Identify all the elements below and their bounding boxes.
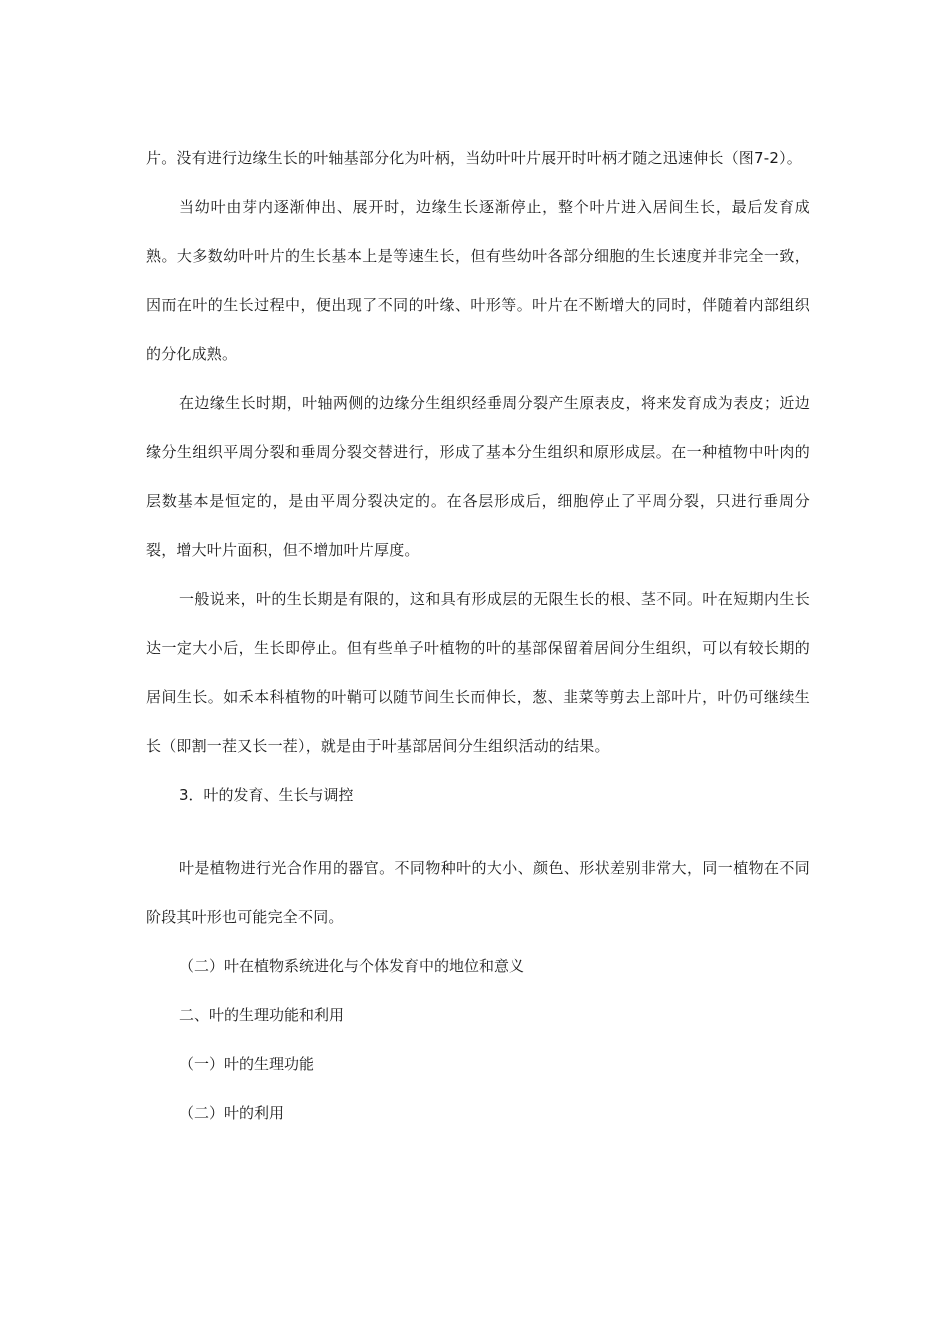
outline-item-physiology-section: 二、叶的生理功能和利用 (179, 1006, 345, 1024)
paragraph-growth-period: 一般说来，叶的生长期是有限的，这和具有形成层的无限生长的根、茎不同。叶在短期内生长达一定大小后，生长即停止。但有些单子叶植物的叶的基部保留着居间分生组织，可以有较长期的居间生长。如禾本科植物的叶鞘可以随节间生长而伸长，葱、韭菜等剪去上部叶片，叶仍可继续生长（即割一茬又长一茬），就是由于叶基部居间分生组织活动的结果。 (146, 590, 810, 755)
outline-item-leaf-utilization: （二）叶的利用 (179, 1104, 285, 1122)
outline-item-physiological-function: （一）叶的生理功能 (179, 1055, 315, 1073)
paragraph-leaf-organ: 叶是植物进行光合作用的器官。不同物种叶的大小、颜色、形状差别非常大，同一植物在不同阶段其叶形也可能完全不同。 (146, 859, 810, 926)
outline-item-evolution: （二）叶在植物系统进化与个体发育中的地位和意义 (179, 957, 525, 975)
section-heading-3: 3．叶的发育、生长与调控 (179, 786, 354, 804)
paragraph-continuation: 片。没有进行边缘生长的叶轴基部分化为叶柄，当幼叶叶片展开时叶柄才随之迅速伸长（图7-2）。 (146, 149, 803, 167)
document-body (146, 134, 810, 1138)
paragraph-marginal-growth: 在边缘生长时期，叶轴两侧的边缘分生组织经垂周分裂产生原表皮，将来发育成为表皮；近边缘分生组织平周分裂和垂周分裂交替进行，形成了基本分生组织和原形成层。在一种植物中叶肉的层数基本是恒定的，是由平周分裂决定的。在各层形成后，细胞停止了平周分裂，只进行垂周分裂，增大叶片面积，但不增加叶片厚度。 (146, 394, 810, 559)
heading-spacer (146, 820, 810, 844)
paragraph-leaf-maturation: 当幼叶由芽内逐渐伸出、展开时，边缘生长逐渐停止，整个叶片进入居间生长，最后发育成熟。大多数幼叶叶片的生长基本上是等速生长，但有些幼叶各部分细胞的生长速度并非完全一致，因而在叶的生长过程中，便出现了不同的叶缘、叶形等。叶片在不断增大的同时，伴随着内部组织的分化成熟。 (146, 198, 810, 363)
